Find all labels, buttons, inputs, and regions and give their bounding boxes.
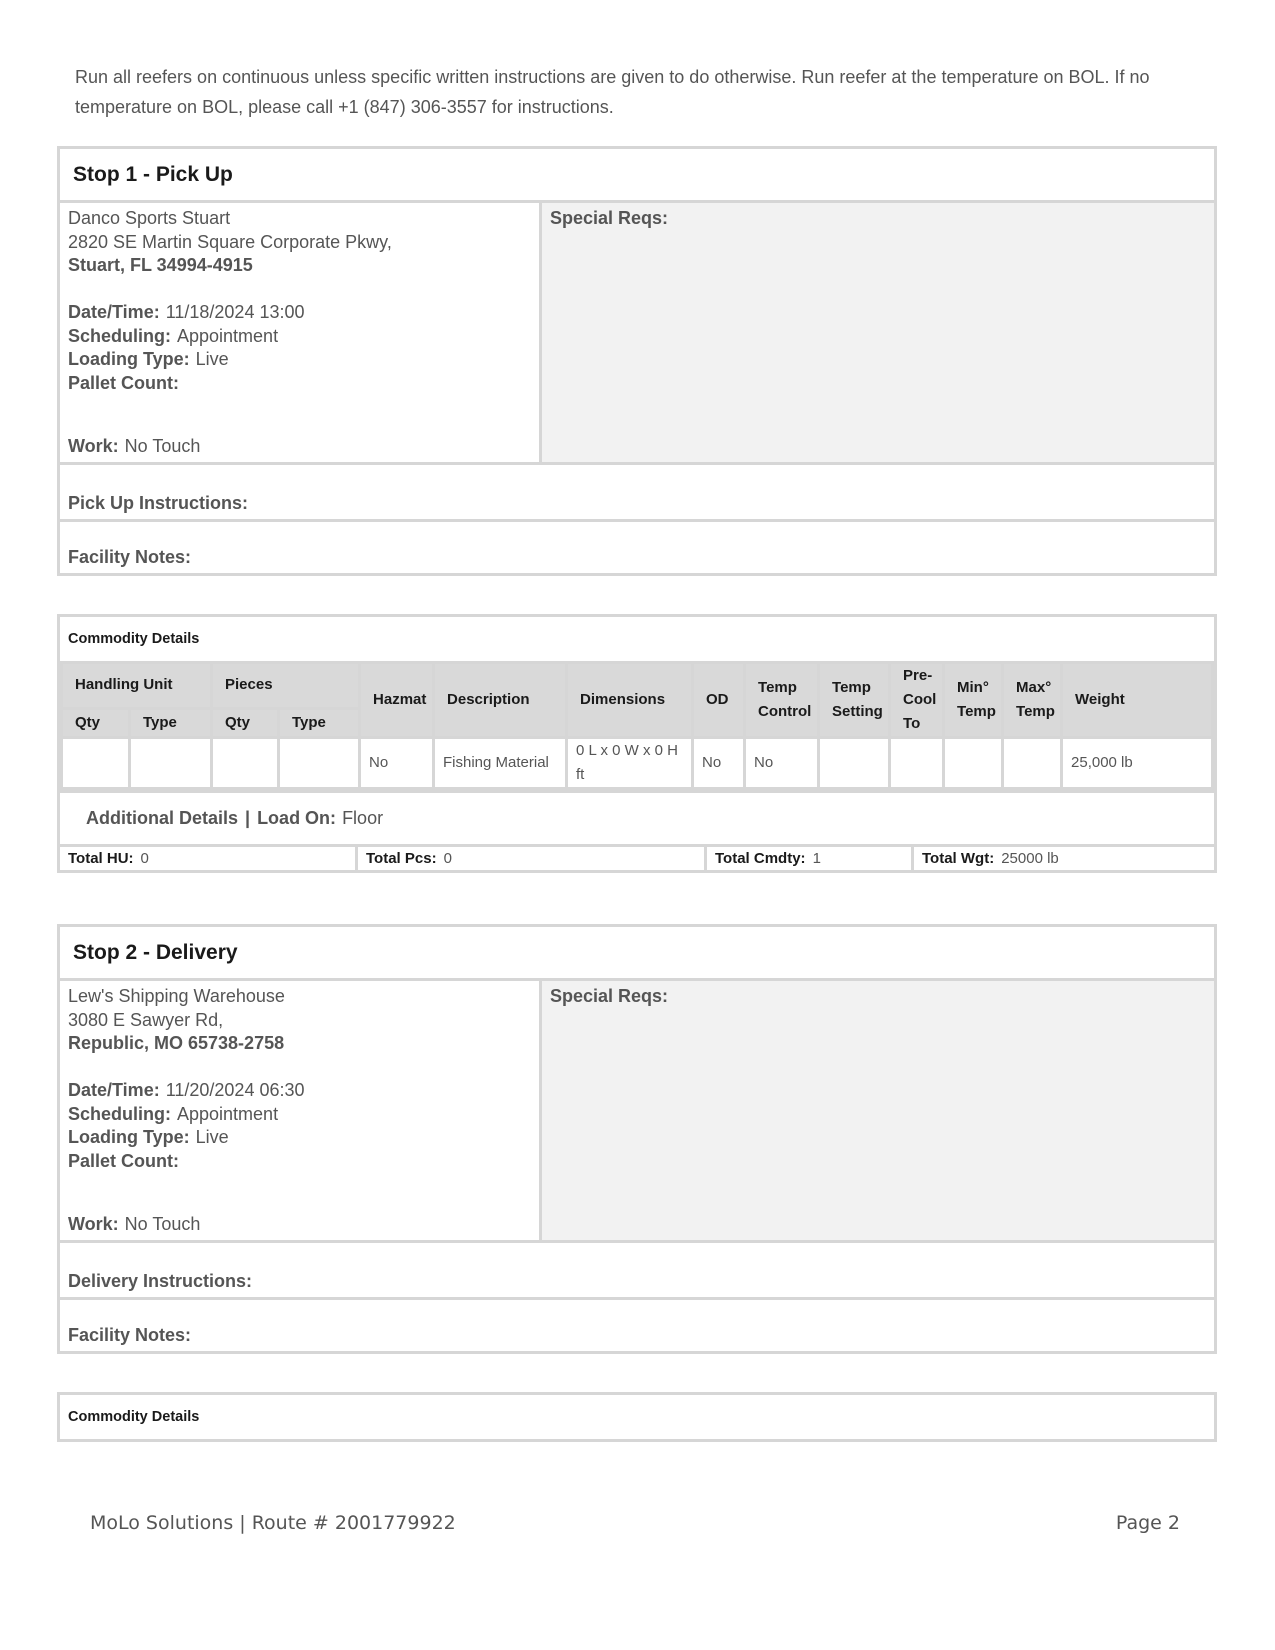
header-pc-qty: Qty — [212, 708, 279, 737]
stop-1-scheduling: Appointment — [177, 325, 279, 346]
additional-separator: | — [245, 808, 251, 828]
stop-2-work: No Touch — [124, 1213, 201, 1234]
work-label: Work: — [68, 435, 119, 456]
cell-temp-setting — [819, 738, 890, 789]
commodity-title: Commodity Details — [68, 1409, 200, 1425]
cell-od: No — [693, 738, 745, 789]
header-pc-type: Type — [279, 708, 360, 737]
stop-1-street: 2820 SE Martin Square Corporate Pkwy, — [68, 231, 392, 252]
header-hu-type: Type — [130, 708, 212, 737]
header-handling-unit: Handling Unit — [62, 663, 212, 709]
header-hu-qty: Qty — [62, 708, 130, 737]
total-pcs-value: 0 — [443, 850, 452, 867]
stop-2-loading-type: Live — [195, 1127, 229, 1147]
stop-2-date-time: 11/20/2024 06:30 — [165, 1080, 305, 1100]
date-time-label: Date/Time: — [68, 302, 160, 322]
header-description: Description — [434, 663, 567, 738]
load-on-value: Floor — [342, 808, 384, 828]
header-weight: Weight — [1062, 663, 1213, 738]
cell-pre-cool — [890, 738, 944, 789]
commodity-details-1 — [57, 614, 1217, 873]
pallet-count-label: Pallet Count: — [68, 372, 179, 393]
stop-2-instructions: Delivery Instructions: — [68, 1271, 253, 1291]
header-dimensions: Dimensions — [567, 663, 693, 738]
total-pcs-label: Total Pcs: — [366, 850, 437, 867]
commodity-title: Commodity Details — [68, 631, 200, 647]
cell-hu-qty — [62, 738, 130, 789]
stop-1-city: Stuart, FL 34994-4915 — [68, 255, 253, 275]
cell-temp-control: No — [745, 738, 819, 789]
page-footer — [90, 1512, 1180, 1534]
stop-1-loading-type: Live — [195, 349, 229, 369]
cell-min-temp — [944, 738, 1003, 789]
load-on-label: Load On: — [257, 808, 337, 828]
stop-1-section — [57, 146, 1217, 576]
commodity-totals — [60, 844, 1214, 870]
cell-pc-qty — [212, 738, 279, 789]
header-temp-control: Temp Control — [745, 663, 819, 738]
additional-details-label: Additional Details — [86, 808, 239, 828]
pallet-count-label: Pallet Count: — [68, 1150, 179, 1171]
header-min-temp: Min° Temp — [944, 663, 1003, 738]
stop-2-city: Republic, MO 65738-2758 — [68, 1033, 285, 1053]
total-cmdty-label: Total Cmdty: — [715, 850, 806, 867]
stop-1-title: Stop 1 - Pick Up — [60, 149, 1214, 203]
cell-hu-type — [130, 738, 212, 789]
footer-route: MoLo Solutions | Route # 2001779922 — [90, 1512, 456, 1534]
stop-2-address — [60, 981, 542, 1240]
stop-1-company: Danco Sports Stuart — [68, 208, 231, 228]
stop-2-company: Lew's Shipping Warehouse — [68, 986, 285, 1006]
total-wgt-label: Total Wgt: — [922, 850, 995, 867]
date-time-label: Date/Time: — [68, 1080, 160, 1100]
total-hu-label: Total HU: — [68, 850, 134, 867]
header-max-temp: Max° Temp — [1003, 663, 1062, 738]
loading-type-label: Loading Type: — [68, 349, 190, 369]
commodity-table — [60, 661, 1214, 790]
total-hu-value: 0 — [140, 850, 149, 867]
stop-2-scheduling: Appointment — [177, 1103, 279, 1124]
stop-1-facility-notes: Facility Notes: — [60, 519, 1214, 573]
table-row — [62, 738, 1213, 789]
header-pieces: Pieces — [212, 663, 360, 709]
total-wgt-value: 25000 lb — [1001, 850, 1059, 867]
stop-1-instructions: Pick Up Instructions: — [68, 493, 249, 513]
stop-1-special-reqs: Special Reqs: — [542, 203, 1214, 462]
header-od: OD — [693, 663, 745, 738]
stop-2-special-reqs: Special Reqs: — [542, 981, 1214, 1240]
total-cmdty-value: 1 — [812, 850, 821, 867]
stop-2-section — [57, 924, 1217, 1354]
stop-2-title: Stop 2 - Delivery — [60, 927, 1214, 981]
scheduling-label: Scheduling: — [68, 1103, 171, 1124]
scheduling-label: Scheduling: — [68, 325, 171, 346]
cell-weight: 25,000 lb — [1062, 738, 1213, 789]
reefer-instructions: Run all reefers on continuous unless specific written instructions are given to do otherwise. Run reefer at the temperature on BOL. If no temperature on BOL, please call +1 (847) 306-3557 for instructions. — [75, 67, 1150, 117]
cell-dimensions: 0 L x 0 W x 0 H ft — [567, 738, 693, 789]
stop-2-street: 3080 E Sawyer Rd, — [68, 1009, 224, 1030]
footer-page-number: Page 2 — [1115, 1512, 1180, 1534]
work-label: Work: — [68, 1213, 119, 1234]
cell-hazmat: No — [360, 738, 434, 789]
stop-1-date-time: 11/18/2024 13:00 — [165, 302, 305, 322]
header-temp-setting: Temp Setting — [819, 663, 890, 738]
cell-pc-type — [279, 738, 360, 789]
commodity-details-2 — [57, 1392, 1217, 1442]
header-pre-cool: Pre-Cool To — [890, 663, 944, 738]
cell-max-temp — [1003, 738, 1062, 789]
cell-description: Fishing Material — [434, 738, 567, 789]
stop-1-work: No Touch — [124, 435, 201, 456]
stop-2-facility-notes: Facility Notes: — [60, 1297, 1214, 1351]
loading-type-label: Loading Type: — [68, 1127, 190, 1147]
header-hazmat: Hazmat — [360, 663, 434, 738]
stop-1-address — [60, 203, 542, 462]
additional-details — [60, 790, 1214, 844]
